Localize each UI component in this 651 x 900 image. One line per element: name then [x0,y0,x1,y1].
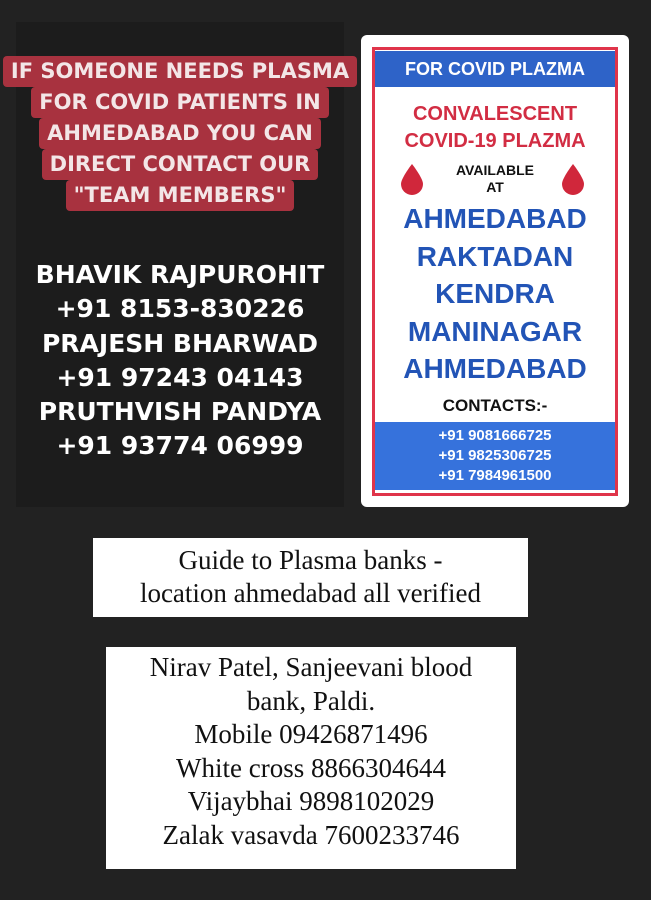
poster-phone: +91 7984961500 [438,467,552,484]
poster-header: FOR COVID PLAZMA [375,51,615,87]
appeal-line: IF SOMEONE NEEDS PLASMA [3,56,357,87]
location-line: KENDRA [435,278,555,309]
poster-phone-list [375,422,615,490]
contact-phone: +91 8153-830226 [55,294,305,324]
contact-name: PRUTHVISH PANDYA [38,397,322,427]
poster-subtitle [375,101,615,155]
plasma-poster [361,35,629,507]
list-item: White cross 8866304644 [176,752,446,783]
poster-phone: +91 9081666725 [438,427,552,444]
blood-drop-icon [399,163,425,195]
blood-drop-icon [560,163,586,195]
plasma-appeal-panel [10,22,350,507]
poster-contacts-label: CONTACTS:- [442,396,548,415]
location-line: AHMEDABAD [403,353,587,384]
location-line: RAKTADAN [416,240,574,272]
plasma-bank-guide-title [93,538,528,617]
list-item: Zalak vasavda 7600233746 [162,819,460,850]
contact-name: BHAVIK RAJPUROHIT [35,260,325,289]
team-contacts [32,258,328,464]
contact-phone: +91 93774 06999 [56,431,304,461]
appeal-line: DIRECT CONTACT OUR [42,149,319,180]
list-item: Mobile 09426871496 [194,719,428,749]
appeal-line: "TEAM MEMBERS" [66,180,295,211]
appeal-text-block [10,56,350,211]
poster-subtitle-line: CONVALESCENT [412,103,578,125]
location-line: MANINAGAR [407,315,583,347]
poster-phone: +91 9825306725 [438,447,552,464]
plasma-bank-contact-list [106,647,516,869]
appeal-line: FOR COVID PATIENTS IN [31,87,328,118]
guide-line: location ahmedabad all verified [139,578,482,608]
contact-phone: +91 97243 04143 [56,362,304,392]
location-line: AHMEDABAD [403,203,587,234]
available-at-label [431,162,559,196]
appeal-line: AHMEDABAD YOU CAN [39,118,321,149]
list-item: bank, Paldi. [246,685,376,716]
list-item: Vijaybhai 9898102029 [187,786,435,816]
contact-name: PRAJESH BHARWAD [41,328,319,358]
available-line: AT [486,179,504,195]
list-item: Nirav Patel, Sanjeevani blood [149,652,473,682]
available-line: AVAILABLE [455,162,535,178]
poster-subtitle-line: COVID-19 PLAZMA [404,130,586,152]
poster-location [375,200,615,388]
guide-line: Guide to Plasma banks - [178,545,443,575]
